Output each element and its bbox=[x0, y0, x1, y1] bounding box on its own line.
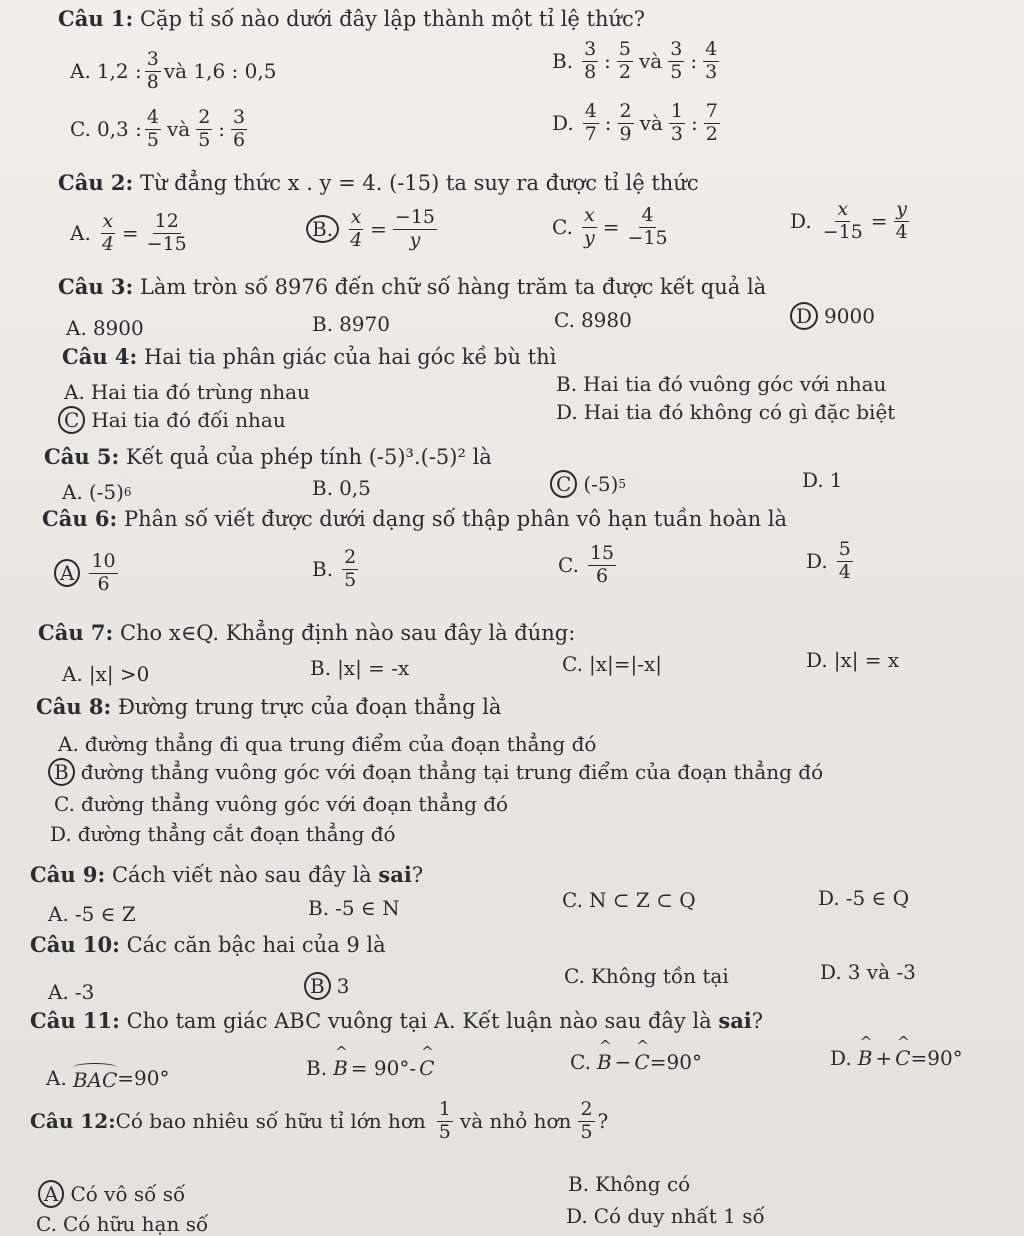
question-label: Câu 1: bbox=[58, 6, 134, 31]
option-3c: C. 8980 bbox=[554, 308, 632, 332]
option-5b: B. 0,5 bbox=[312, 476, 371, 500]
fraction: $\frac{4}{5}$ bbox=[146, 106, 159, 151]
option-4d: D. Hai tia đó không có gì đặc biệt bbox=[556, 400, 896, 424]
fraction: $\frac{4}{7}$ bbox=[584, 100, 597, 145]
option-8b: B đường thẳng vuông góc với đoạn thẳng tại trung điểm của đoạn thẳng đó bbox=[48, 758, 823, 786]
circled-answer: C bbox=[58, 406, 85, 434]
option-11d: D. ^ B + ^ C =90° bbox=[830, 1046, 963, 1070]
option-6c: C. $\frac{15}{6}$ bbox=[558, 542, 615, 587]
option-9c: C. N ⊂ Z ⊂ Q bbox=[562, 888, 696, 912]
fraction: $\frac{5}{4}$ bbox=[838, 538, 851, 583]
fraction: $\frac{2}{5}$ bbox=[580, 1098, 593, 1143]
fraction: $\frac{3}{8}$ bbox=[584, 38, 597, 83]
question-5: Câu 5: Kết quả của phép tính (-5)³.(-5)² là bbox=[44, 444, 492, 469]
fraction: $\frac{15}{6}$ bbox=[589, 542, 615, 587]
question-12: Câu 12: Có bao nhiêu số hữu tỉ lớn hơn $\frac{1}{5}$ và nhỏ hơn $\frac{2}{5}$ ? bbox=[30, 1098, 609, 1143]
fraction: $\frac{-15}{y}$ bbox=[394, 206, 436, 251]
option-2d: D. $\frac{x}{-15}$ = $\frac{y}{4}$ bbox=[790, 198, 908, 243]
option-3d: D 9000 bbox=[790, 302, 875, 330]
question-4: Câu 4: Hai tia phân giác của hai góc kề bù thì bbox=[62, 344, 557, 369]
question-3: Câu 3: Làm tròn số 8976 đến chữ số hàng trăm ta được kết quả là bbox=[58, 274, 767, 299]
option-1a: A. 1,2 : $\frac{3}{8}$ và 1,6 : 0,5 bbox=[70, 48, 277, 93]
question-11: Câu 11: Cho tam giác ABC vuông tại A. Kết luận nào sau đây là sai? bbox=[30, 1008, 764, 1033]
angle-notation: ^ B bbox=[333, 1056, 348, 1080]
option-4a: A. Hai tia đó trùng nhau bbox=[64, 380, 310, 404]
option-12c: C. Có hữu hạn số bbox=[36, 1212, 209, 1236]
option-5a: A. (-5) 6 bbox=[62, 480, 132, 504]
question-2: Câu 2: Từ đẳng thức x . y = 4. (-15) ta suy ra được tỉ lệ thức bbox=[58, 170, 699, 195]
option-4c: C Hai tia đó đối nhau bbox=[58, 406, 286, 434]
angle-notation: BAC bbox=[73, 1064, 117, 1092]
option-11c: C. ^ B − ^ C =90° bbox=[570, 1050, 702, 1074]
fraction: $\frac{x}{4}$ bbox=[101, 210, 114, 255]
option-2c: C. $\frac{x}{y}$ = $\frac{4}{-15}$ bbox=[552, 204, 668, 249]
angle-notation: ^ B bbox=[597, 1050, 612, 1074]
option-2a: A. $\frac{x}{4}$ = $\frac{12}{-15}$ bbox=[70, 210, 187, 255]
fraction: $\frac{y}{4}$ bbox=[895, 198, 908, 243]
fraction: $\frac{3}{5}$ bbox=[670, 38, 683, 83]
question-9: Câu 9: Cách viết nào sau đây là sai? bbox=[30, 862, 424, 887]
option-11b: B. ^ B = 90°- ^ C bbox=[306, 1056, 434, 1080]
fraction: $\frac{2}{5}$ bbox=[198, 106, 211, 151]
option-10c: C. Không tồn tại bbox=[564, 964, 729, 988]
circled-answer: A bbox=[54, 559, 80, 587]
question-6: Câu 6: Phân số viết được dưới dạng số thập phân vô hạn tuần hoàn là bbox=[42, 506, 788, 531]
option-7b: B. |x| = -x bbox=[310, 656, 410, 680]
fraction: $\frac{4}{3}$ bbox=[705, 38, 718, 83]
option-4b: B. Hai tia đó vuông góc với nhau bbox=[556, 372, 887, 396]
option-3a: A. 8900 bbox=[66, 316, 144, 340]
option-5c: C (-5) 5 bbox=[550, 470, 626, 498]
question-1: Câu 1: Cặp tỉ số nào dưới đây lập thành một tỉ lệ thức? bbox=[58, 6, 646, 31]
option-6d: D. $\frac{5}{4}$ bbox=[806, 538, 851, 583]
option-7a: A. |x| >0 bbox=[62, 662, 150, 686]
option-1d: D. $\frac{4}{7}$ : $\frac{2}{9}$ và $\frac{1}{3}$ : $\frac{7}{2}$ bbox=[552, 100, 718, 145]
circled-answer: B bbox=[304, 972, 331, 1000]
fraction: $\frac{3}{8}$ bbox=[146, 48, 159, 93]
angle-notation: ^ B bbox=[858, 1046, 873, 1070]
option-10b: B 3 bbox=[304, 972, 349, 1000]
fraction: $\frac{x}{4}$ bbox=[350, 206, 363, 251]
option-8c: C. đường thẳng vuông góc với đoạn thẳng đó bbox=[54, 792, 509, 816]
angle-notation: ^ C bbox=[419, 1056, 434, 1080]
fraction: $\frac{x}{y}$ bbox=[583, 204, 595, 249]
option-9b: B. -5 ∈ N bbox=[308, 896, 400, 920]
fraction: $\frac{10}{6}$ bbox=[91, 550, 116, 595]
option-7d: D. |x| = x bbox=[806, 648, 900, 672]
fraction: $\frac{12}{-15}$ bbox=[146, 210, 187, 255]
question-7: Câu 7: Cho x∈Q. Khẳng định nào sau đây là đúng: bbox=[38, 620, 576, 645]
option-6a bbox=[54, 552, 121, 595]
option-1c: C. 0,3 : $\frac{4}{5}$ và $\frac{2}{5}$ : $\frac{3}{6}$ bbox=[70, 106, 246, 151]
option-2b: B. $\frac{x}{4}$ = $\frac{-15}{y}$ bbox=[306, 208, 440, 251]
fraction: $\frac{7}{2}$ bbox=[705, 100, 718, 145]
option-10d: D. 3 và -3 bbox=[820, 960, 916, 984]
option-12d: D. Có duy nhất 1 số bbox=[566, 1204, 765, 1228]
fraction: $\frac{5}{2}$ bbox=[618, 38, 631, 83]
angle-notation: ^ C bbox=[634, 1050, 649, 1074]
option-12a: A Có vô số số bbox=[38, 1180, 185, 1208]
option-8a: A. đường thẳng đi qua trung điểm của đoạn thẳng đó bbox=[58, 732, 597, 756]
option-3b: B. 8970 bbox=[312, 312, 390, 336]
option-1b: B. $\frac{3}{8}$ : $\frac{5}{2}$ và $\frac{3}{5}$ : $\frac{4}{3}$ bbox=[552, 38, 718, 83]
fraction: $\frac{1}{3}$ bbox=[670, 100, 683, 145]
option-11a: A. BAC =90° bbox=[46, 1066, 170, 1092]
option-8d: D. đường thẳng cắt đoạn thẳng đó bbox=[50, 822, 396, 846]
fraction: $\frac{4}{-15}$ bbox=[627, 204, 668, 249]
fraction: $\frac{2}{5}$ bbox=[344, 546, 357, 591]
circled-answer: A bbox=[38, 1180, 64, 1208]
option-6b: B. $\frac{2}{5}$ bbox=[312, 546, 357, 591]
option-9d: D. -5 ∈ Q bbox=[818, 886, 910, 910]
fraction: $\frac{2}{9}$ bbox=[619, 100, 632, 145]
circled-answer: B bbox=[48, 758, 75, 786]
circled-answer: C bbox=[550, 470, 577, 498]
angle-notation: ^ C bbox=[895, 1046, 910, 1070]
question-10: Câu 10: Các căn bậc hai của 9 là bbox=[30, 932, 386, 957]
question-8: Câu 8: Đường trung trực của đoạn thẳng là bbox=[36, 694, 502, 719]
option-5d: D. 1 bbox=[802, 468, 843, 492]
fraction: $\frac{3}{6}$ bbox=[233, 106, 246, 151]
option-10a: A. -3 bbox=[48, 980, 95, 1004]
fraction: $\frac{x}{-15}$ bbox=[822, 198, 863, 243]
option-7c: C. |x|=|-x| bbox=[562, 652, 662, 676]
option-12b: B. Không có bbox=[568, 1172, 691, 1196]
circled-answer: D bbox=[790, 302, 818, 330]
fraction: $\frac{1}{5}$ bbox=[438, 1098, 451, 1143]
option-9a: A. -5 ∈ Z bbox=[48, 902, 136, 926]
